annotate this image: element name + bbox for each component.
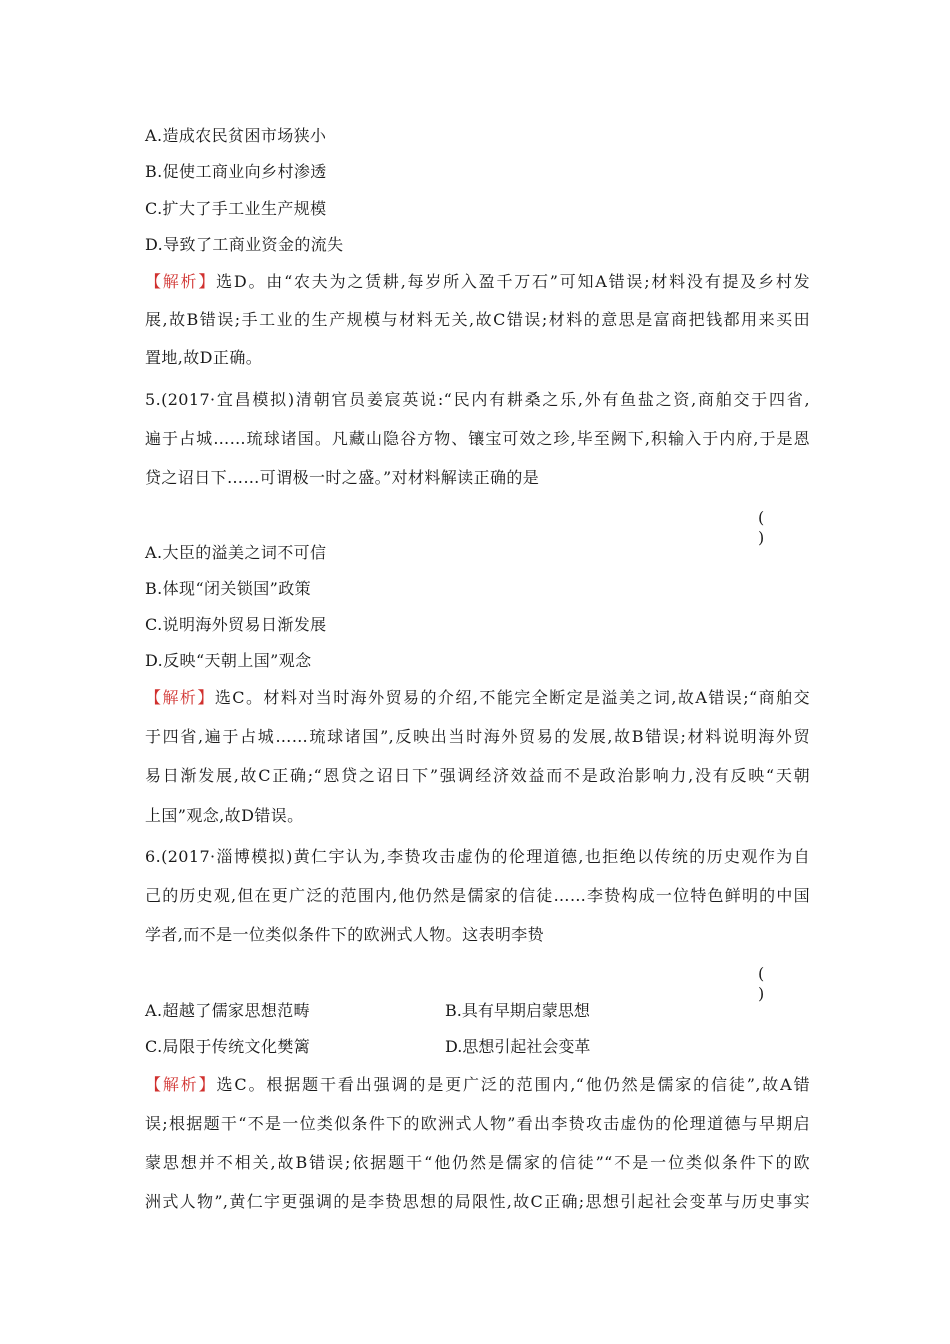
q4-option-b: B.促使工商业向乡村渗透 <box>145 162 327 181</box>
analysis-tag: 【解析】 <box>145 1075 217 1094</box>
q4-analysis-line-1: 【解析】选D。由“农夫为之赁耕,每岁所入盈千万石”可知A错误;材料没有提及乡村发 <box>145 272 810 291</box>
q5-analysis-line-4: 上国”观念,故D错误。 <box>145 806 304 825</box>
q4-option-d: D.导致了工商业资金的流失 <box>145 235 344 254</box>
q6-stem-line-2: 己的历史观,但在更广泛的范围内,他仍然是儒家的信徒……李贽构成一位特色鲜明的中国 <box>145 886 810 905</box>
q5-stem-line-3: 贷之诏日下……可谓极一时之盛。”对材料解读正确的是 <box>145 468 540 487</box>
q6-option-b: B.具有早期启蒙思想 <box>445 1001 590 1020</box>
q4-option-c: C.扩大了手工业生产规模 <box>145 199 327 218</box>
q5-option-c: C.说明海外贸易日渐发展 <box>145 615 327 634</box>
analysis-tag: 【解析】 <box>145 272 217 291</box>
q5-option-a: A.大臣的溢美之词不可信 <box>145 543 327 562</box>
q4-analysis-line-3: 置地,故D正确。 <box>145 348 263 367</box>
q6-answer-bracket: ( ) <box>758 964 779 1003</box>
q6-stem-line-3: 学者,而不是一位类似条件下的欧洲式人物。这表明李贽 <box>145 925 545 944</box>
q5-option-b: B.体现“闭关锁国”政策 <box>145 579 312 598</box>
q6-stem-line-1: 6.(2017·淄博模拟)黄仁宇认为,李贽攻击虚伪的伦理道德,也拒绝以传统的历史观作为自 <box>145 847 810 866</box>
q6-analysis-line-1: 【解析】选C。根据题干看出强调的是更广泛的范围内,“他仍然是儒家的信徒”,故A错 <box>145 1075 810 1094</box>
q6-analysis-line-2: 误;根据题干“不是一位类似条件下的欧洲式人物”看出李贽攻击虚伪的伦理道德与早期启 <box>145 1114 810 1133</box>
q4-analysis-line-2: 展,故B错误;手工业的生产规模与材料无关,故C错误;材料的意思是富商把钱都用来买田 <box>145 310 810 329</box>
q6-analysis-line-4: 洲式人物”,黄仁宇更强调的是李贽思想的局限性,故C正确;思想引起社会变革与历史事实 <box>145 1192 810 1211</box>
q6-option-d: D.思想引起社会变革 <box>445 1037 591 1056</box>
q5-analysis-line-2: 于四省,遍于占城……琉球诸国”,反映出当时海外贸易的发展,故B错误;材料说明海外贸 <box>145 727 810 746</box>
q5-stem-line-1: 5.(2017·宜昌模拟)清朝官员姜宸英说:“民内有耕桑之乐,外有鱼盐之资,商舶交于四省, <box>145 390 810 409</box>
q5-stem-line-2: 遍于占城……琉球诸国。凡藏山隐谷方物、镶宝可效之珍,毕至阙下,积输入于内府,于是恩 <box>145 429 810 448</box>
q6-option-c: C.局限于传统文化樊篱 <box>145 1037 311 1056</box>
q5-analysis-line-1: 【解析】选C。材料对当时海外贸易的介绍,不能完全断定是溢美之词,故A错误;“商舶交 <box>145 688 810 707</box>
q5-analysis-line-3: 易日渐发展,故C正确;“恩贷之诏日下”强调经济效益而不是政治影响力,没有反映“天朝 <box>145 766 810 785</box>
q5-option-d: D.反映“天朝上国”观念 <box>145 651 312 670</box>
q5-answer-bracket: ( ) <box>758 508 779 547</box>
q6-option-a: A.超越了儒家思想范畴 <box>145 1001 311 1020</box>
analysis-tag: 【解析】 <box>145 688 215 707</box>
q6-analysis-line-3: 蒙思想并不相关,故B错误;依据题干“他仍然是儒家的信徒”“不是一位类似条件下的欧 <box>145 1153 810 1172</box>
q4-option-a: A.造成农民贫困市场狭小 <box>145 126 327 145</box>
